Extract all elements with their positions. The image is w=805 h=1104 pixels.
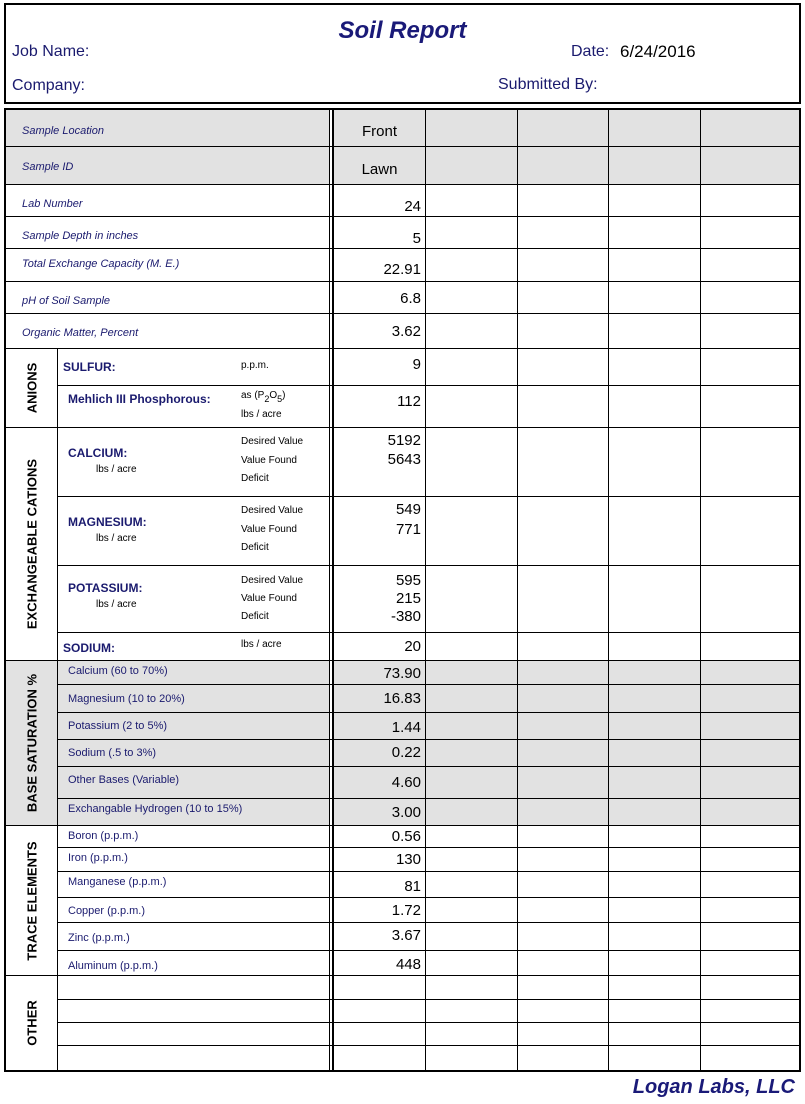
other-section-label: OTHER xyxy=(24,1000,39,1046)
sample-depth-value: 5 xyxy=(412,230,421,247)
magnesium-desired-value: 549 xyxy=(395,501,421,518)
sulfur-value: 9 xyxy=(412,356,421,373)
table-row xyxy=(6,767,799,799)
table-row xyxy=(6,217,799,249)
calcium-label: CALCIUM: xyxy=(68,446,128,460)
lab-number-label: Lab Number xyxy=(22,198,83,210)
bs-potassium-label: Potassium (2 to 5%) xyxy=(68,720,168,732)
zinc-label: Zinc (p.p.m.) xyxy=(68,932,130,944)
table-row xyxy=(6,282,799,314)
table-row xyxy=(6,661,799,685)
potassium-desired-value: 595 xyxy=(395,572,421,589)
potassium-label: POTASSIUM: xyxy=(68,581,143,595)
date-value: 6/24/2016 xyxy=(620,42,696,61)
boron-label: Boron (p.p.m.) xyxy=(68,830,139,842)
table-row xyxy=(6,386,799,428)
bs-hydrogen-label: Exchangable Hydrogen (10 to 15%) xyxy=(68,803,243,815)
table-row xyxy=(6,685,799,713)
bs-magnesium-label: Magnesium (10 to 20%) xyxy=(68,693,185,705)
job-name-label: Job Name: xyxy=(12,43,90,60)
potassium-unit: lbs / acre xyxy=(96,599,137,610)
sulfur-unit: p.p.m. xyxy=(241,360,269,371)
potassium-found-label: Value Found xyxy=(241,593,297,604)
sodium-unit: lbs / acre xyxy=(241,639,282,650)
table-row xyxy=(6,872,799,898)
magnesium-found-label: Value Found xyxy=(241,524,297,535)
table-row xyxy=(6,497,799,566)
cations-section-label: EXCHANGEABLE CATIONS xyxy=(24,458,39,630)
organic-matter-label: Organic Matter, Percent xyxy=(22,327,139,339)
calcium-desired-label: Desired Value xyxy=(241,436,304,447)
table-row xyxy=(6,147,799,185)
bs-hydrogen-value: 3.00 xyxy=(391,804,421,821)
report-title: Soil Report xyxy=(338,17,467,44)
table-row xyxy=(6,1000,799,1023)
tec-value: 22.91 xyxy=(383,261,421,278)
magnesium-unit: lbs / acre xyxy=(96,533,137,544)
iron-label: Iron (p.p.m.) xyxy=(68,852,128,864)
table-row xyxy=(6,185,799,217)
calcium-desired-value: 5192 xyxy=(387,432,421,449)
phosphorous-value: 112 xyxy=(397,393,421,410)
bs-calcium-label: Calcium (60 to 70%) xyxy=(68,665,168,677)
bs-sodium-value: 0.22 xyxy=(391,744,421,761)
table-row xyxy=(6,740,799,767)
cations-section xyxy=(6,428,58,661)
tec-label: Total Exchange Capacity (M. E.) xyxy=(22,258,180,270)
trace-elements-section xyxy=(6,826,58,976)
table-row xyxy=(6,566,799,633)
table-row xyxy=(6,1023,799,1046)
soil-report-table xyxy=(4,108,801,1072)
calcium-found-label: Value Found xyxy=(241,455,297,466)
other-section xyxy=(6,976,58,1070)
table-row xyxy=(6,799,799,826)
calcium-unit: lbs / acre xyxy=(96,464,137,475)
bs-calcium-value: 73.90 xyxy=(383,665,421,682)
table-row xyxy=(6,249,799,282)
date-label: Date: xyxy=(571,43,610,60)
potassium-deficit-value: -380 xyxy=(390,608,421,625)
table-row xyxy=(6,428,799,497)
table-row xyxy=(6,314,799,349)
bs-potassium-value: 1.44 xyxy=(391,719,421,736)
magnesium-label: MAGNESIUM: xyxy=(68,515,147,529)
submitted-by-label: Submitted By: xyxy=(498,76,598,93)
aluminum-value: 448 xyxy=(395,956,421,973)
magnesium-desired-label: Desired Value xyxy=(241,505,304,516)
bs-other-value: 4.60 xyxy=(391,774,421,791)
magnesium-deficit-label: Deficit xyxy=(241,542,269,553)
table-row xyxy=(6,976,799,1000)
anions-section-label: ANIONS xyxy=(24,362,39,414)
table-row xyxy=(6,633,799,661)
bs-sodium-label: Sodium (.5 to 3%) xyxy=(68,747,157,759)
lab-number-value: 24 xyxy=(404,198,421,215)
organic-matter-value: 3.62 xyxy=(391,323,421,340)
table-row xyxy=(6,110,799,147)
table-row xyxy=(6,951,799,976)
potassium-deficit-label: Deficit xyxy=(241,611,269,622)
manganese-value: 81 xyxy=(404,878,421,895)
magnesium-found-value: 771 xyxy=(395,521,421,538)
base-saturation-section-label: BASE SATURATION % xyxy=(24,673,39,813)
ph-label: pH of Soil Sample xyxy=(22,295,111,307)
bs-magnesium-value: 16.83 xyxy=(383,690,421,707)
table-row xyxy=(6,898,799,923)
sodium-value: 20 xyxy=(404,638,421,655)
potassium-found-value: 215 xyxy=(395,590,421,607)
table-row xyxy=(6,848,799,872)
table-row xyxy=(6,923,799,951)
sample-id-label: Sample ID xyxy=(22,161,74,173)
sodium-label: SODIUM: xyxy=(63,641,115,655)
manganese-label: Manganese (p.p.m.) xyxy=(68,876,167,888)
sample-id-value: Lawn xyxy=(361,161,398,178)
table-row xyxy=(6,349,799,386)
report-header xyxy=(4,3,801,104)
sample-depth-label: Sample Depth in inches xyxy=(22,230,139,242)
trace-elements-section-label: TRACE ELEMENTS xyxy=(24,840,39,961)
iron-value: 130 xyxy=(395,851,421,868)
sample-location-label: Sample Location xyxy=(22,125,104,137)
table-row xyxy=(6,826,799,848)
phosphorous-label: Mehlich III Phosphorous: xyxy=(68,392,211,406)
ph-value: 6.8 xyxy=(400,290,421,307)
anions-section xyxy=(6,349,58,428)
boron-value: 0.56 xyxy=(391,828,421,845)
sample-location-value: Front xyxy=(361,123,397,140)
copper-value: 1.72 xyxy=(391,902,421,919)
calcium-found-value: 5643 xyxy=(387,451,421,468)
bs-other-label: Other Bases (Variable) xyxy=(68,774,180,786)
zinc-value: 3.67 xyxy=(391,927,421,944)
company-label: Company: xyxy=(12,77,85,94)
brand-logo: Logan Labs, LLC xyxy=(632,1076,795,1098)
table-row xyxy=(6,1046,799,1070)
copper-label: Copper (p.p.m.) xyxy=(68,905,146,917)
calcium-deficit-label: Deficit xyxy=(241,473,269,484)
table-row xyxy=(6,713,799,740)
potassium-desired-label: Desired Value xyxy=(241,575,304,586)
base-saturation-section xyxy=(6,661,58,826)
aluminum-label: Aluminum (p.p.m.) xyxy=(68,960,158,972)
phosphorous-unit-acre: lbs / acre xyxy=(241,409,282,420)
sulfur-label: SULFUR: xyxy=(63,360,116,374)
phosphorous-unit: as (P2O5) xyxy=(241,390,286,404)
